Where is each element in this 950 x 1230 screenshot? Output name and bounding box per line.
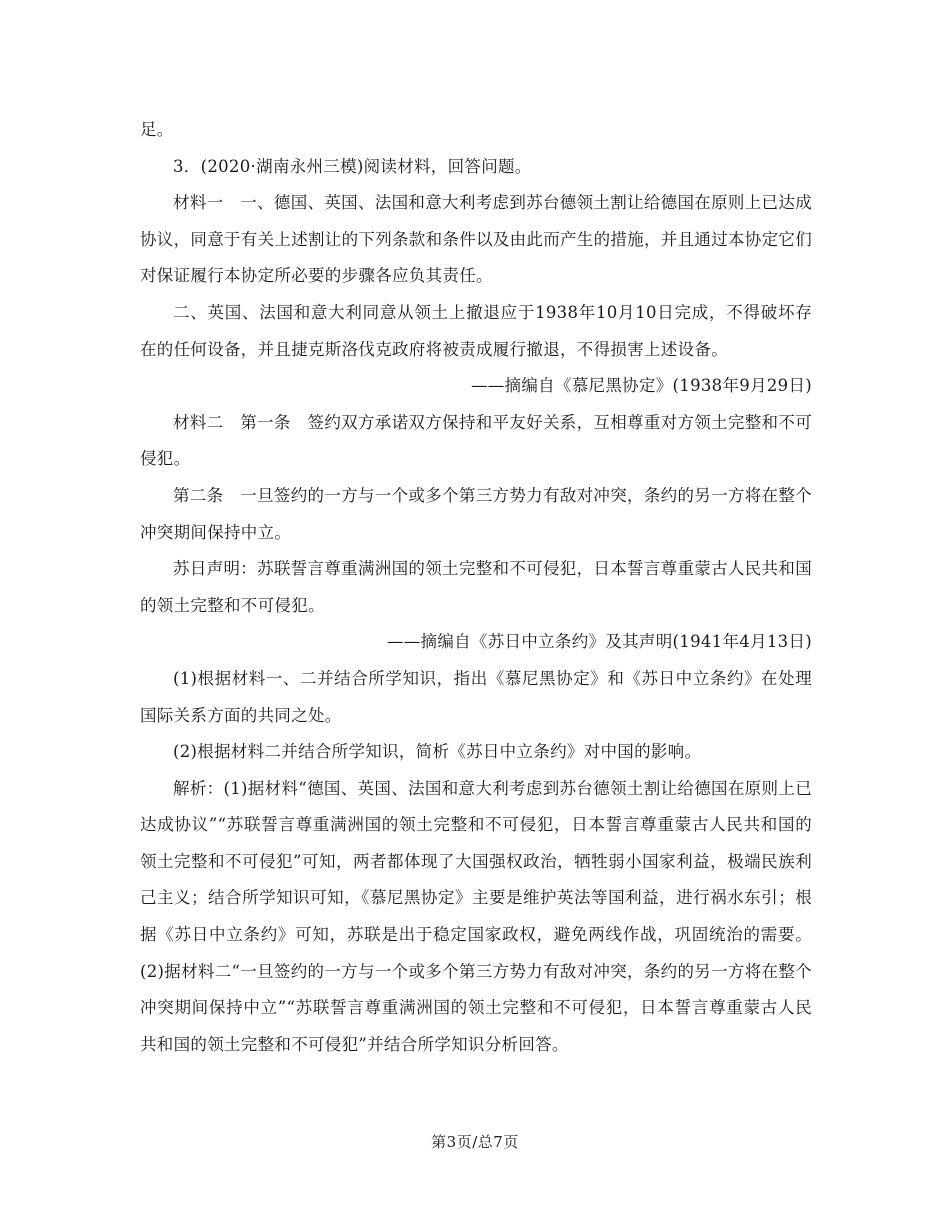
page-number: 第3页/总7页: [431, 1133, 519, 1151]
document-body: [140, 112, 812, 1063]
sub-question-two: (2)根据材料二并结合所学知识，简析《苏日中立条约》对中国的影响。: [173, 742, 702, 762]
paragraph-continuation: 足。: [140, 120, 174, 139]
material-one-clause-two: 二、英国、法国和意大利同意从领土上撤退应于1938年10月10日完成，不得破坏存在的任何设备，并且捷克斯洛伐克政府将被责成履行撤退，不得损害上述设备。: [140, 302, 812, 359]
material-two-declaration: 苏日声明：苏联誓言尊重满洲国的领土完整和不可侵犯，日本誓言尊重蒙古人民共和国的领土完整和不可侵犯。: [140, 559, 812, 615]
question-heading: 3．(2020·湖南永州三模)阅读材料，回答问题。: [173, 156, 532, 176]
material-one-source: ——摘编自《慕尼黑协定》(1938年9月29日): [470, 376, 812, 396]
answer-analysis: 解析：(1)据材料“德国、英国、法国和意大利考虑到苏台德领土割让给德国在原则上已达成协议”“苏联誓言尊重满洲国的领土完整和不可侵犯，日本誓言尊重蒙古人民共和国的领土完整和不可侵犯”可知，两者都体现了大国强权政治，牺牲弱小国家利益，极端民族利己主义；结合所学知识可知，《慕尼黑协定》主要是维护英法等国利益，进行祸水东引；根据《苏日中立条约》可知，苏联是出于稳定国家政权，避免两线作战，巩固统治的需要。(2)据材料二“一旦签约的一方与一个或多个第三方势力有敌对冲突，条约的另一方将在整个冲突期间保持中立”“苏联誓言尊重满洲国的领土完整和不可侵犯，日本誓言尊重蒙古人民共和国的领土完整和不可侵犯”并结合所学知识分析回答。: [140, 778, 812, 1054]
material-two-article-two: 第二条 一旦签约的一方与一个或多个第三方势力有敌对冲突，条约的另一方将在整个冲突期间保持中立。: [140, 485, 812, 542]
material-one-clause-one: 材料一 一、德国、英国、法国和意大利考虑到苏台德领土割让给德国在原则上已达成协议，同意于有关上述割让的下列条款和条件以及由此而产生的措施，并且通过本协定它们对保证履行本协定所必要的步骤各应负其责任。: [140, 193, 812, 286]
sub-question-one: (1)根据材料一、二并结合所学知识，指出《慕尼黑协定》和《苏日中立条约》在处理国际关系方面的共同之处。: [140, 668, 812, 725]
material-two-article-one: 材料二 第一条 签约双方承诺双方保持和平友好关系，互相尊重对方领土完整和不可侵犯。: [140, 412, 812, 469]
material-two-source: ——摘编自《苏日中立条约》及其声明(1941年4月13日): [386, 632, 812, 652]
